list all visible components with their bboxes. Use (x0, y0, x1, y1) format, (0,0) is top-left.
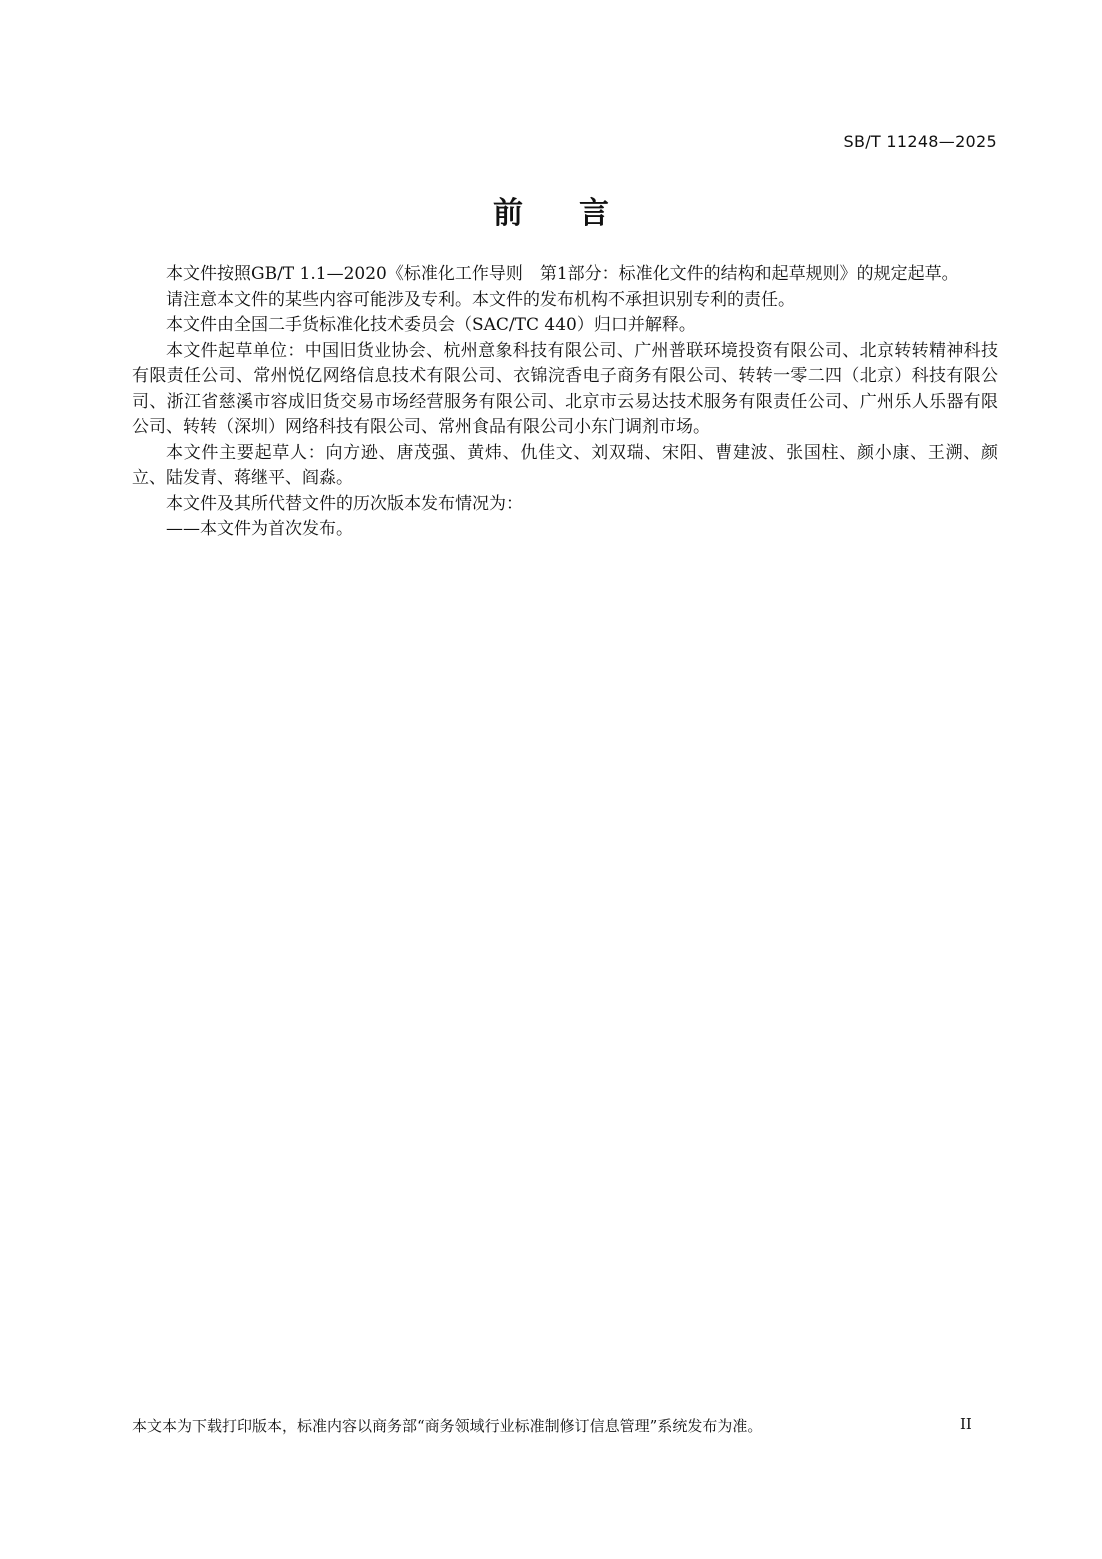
page-title: 前言 (493, 196, 665, 231)
footer-note: 本文本为下载打印版本，标准内容以商务部“商务领域行业标准制修订信息管理”系统发布为准。 (132, 1417, 763, 1435)
paragraph-version-history: 本文件及其所代替文件的历次版本发布情况为： (166, 493, 523, 514)
paragraph-drafting-rules: 本文件按照GB/T 1.1—2020《标准化工作导则 第1部分：标准化文件的结构和起草规则》的规定起草。 (166, 264, 959, 284)
paragraph-committee: 本文件由全国二手货标准化技术委员会（SAC/TC 440）归口并解释。 (166, 315, 696, 335)
page-number: II (960, 1415, 972, 1433)
paragraph-first-release: ——本文件为首次发布。 (166, 519, 353, 539)
paragraph-drafting-units: 本文件起草单位：中国旧货业协会、杭州意象科技有限公司、广州普联环境投资有限公司、北京转转精神科技有限责任公司、常州悦亿网络信息技术有限公司、衣锦浣香电子商务有限公司、转转一零二四（北京）科技有限公司、浙江省慈溪市容成旧货交易市场经营服务有限公司、北京市云易达技术服务有限责任公司、广州乐人乐器有限公司、转转（深圳）网络科技有限公司、常州食品有限公司小东门调剂市场。 (132, 340, 998, 437)
foreword-body (132, 262, 998, 543)
paragraph-patent-notice: 请注意本文件的某些内容可能涉及专利。本文件的发布机构不承担识别专利的责任。 (166, 289, 795, 310)
paragraph-drafters: 本文件主要起草人：向方逊、唐茂强、黄炜、仇佳文、刘双瑞、宋阳、曹建波、张国柱、颜小康、王溯、颜立、陆发青、蒋继平、阎淼。 (132, 442, 998, 488)
standard-code: SB/T 11248—2025 (843, 132, 997, 151)
